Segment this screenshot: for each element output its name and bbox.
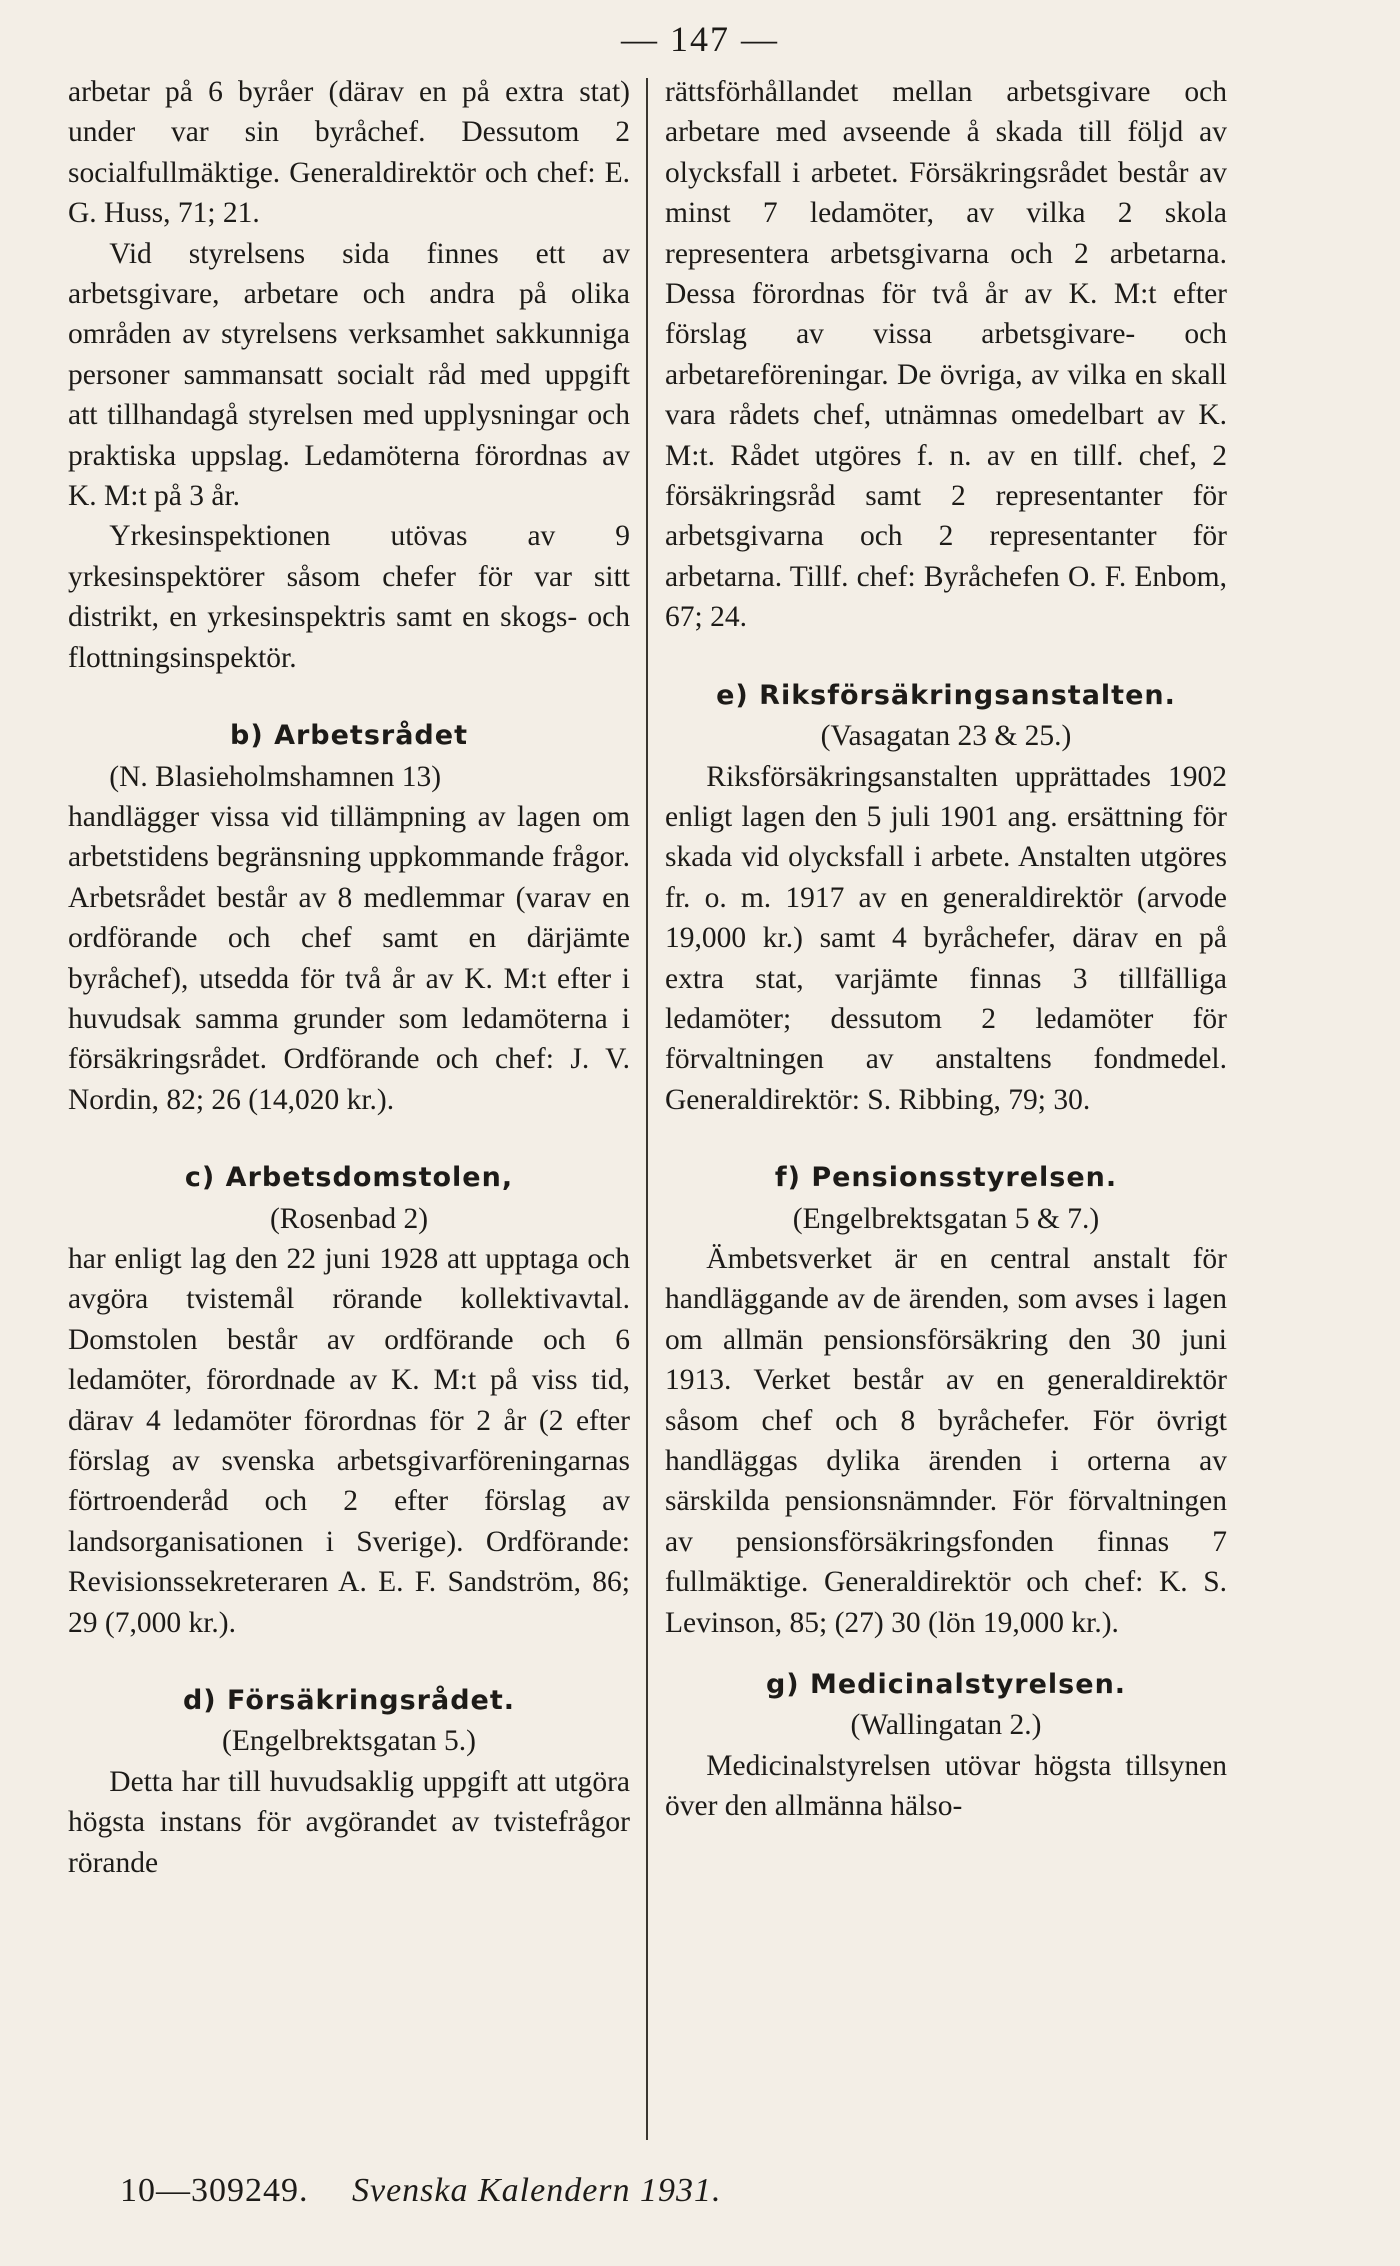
- left-column: [68, 72, 630, 1883]
- social-rad-paragraph: Vid styrelsens sida finnes ett av arbetsgivare, arbetare och andra på olika områden av styrelsens verksamhet sakkunniga personer sammansatt socialt råd med uppgift att tillhandagå styrelsen med upplysningar och praktiska uppslag. Ledamöterna förordnas av K. M:t på 3 år.: [68, 237, 630, 513]
- arbetsradet-address: (N. Blasieholmshamnen 13): [109, 760, 442, 793]
- arbetsradet-paragraph: handlägger vissa vid tillämpning av lagen om arbetstidens begränsning uppkommande frågor. Arbetsrådet består av 8 medlemmar (varav en ordförande och chef samt en därjämte byråchef), utsedda för två år av K. M:t efter i huvudsak samma grunder som ledamöterna i försäkringsrådet. Ordförande och chef: J. V. Nordin, 82; 26 (14,020 kr.).: [68, 800, 630, 1116]
- yrkesinspektion-paragraph: Yrkesinspektionen utövas av 9 yrkesinspektörer såsom chefer för var sitt distrikt, en yrkesinspektris samt en skogs- och flottningsinspektör.: [68, 520, 630, 674]
- continuation-paragraph: rättsförhållandet mellan arbetsgivare och arbetare med avseende å skada till följd av olycksfall i arbetet. Försäkringsrådet består av minst 7 ledamöter, av vilka 2 skola representera arbetsgivarna och 2 arbetarna. Dessa förordnas för två år av K. M:t efter förslag av vissa arbetsgivare- och arbetareföreningar. De övriga, av vilka en skall vara rådets chef, utnämnas omedelbart av K. M:t. Rådet utgöres f. n. av en tillf. chef, 2 försäkringsråd samt 2 representanter för arbetsgivarna och 2 representanter för arbetarna. Tillf. chef: Byråchefen O. F. Enbom, 67; 24.: [665, 76, 1227, 634]
- medicinalstyrelsen-heading: g) Medicinalstyrelsen.: [765, 1669, 1127, 1701]
- forsakringsradet-address: (Engelbrektsgatan 5.): [222, 1725, 476, 1758]
- forsakringsradet-heading: d) Försäkringsrådet.: [182, 1685, 516, 1717]
- printer-signature: 10—309249.: [120, 2172, 309, 2209]
- intro-paragraph: arbetar på 6 byråer (därav en på extra stat) under var sin byråchef. Dessutom 2 socialfullmäktige. Generaldirektör och chef: E. G. Huss, 71; 21.: [68, 76, 630, 230]
- right-column: [665, 72, 1227, 1827]
- medicinalstyrelsen-address: (Wallingatan 2.): [850, 1709, 1042, 1742]
- arbetsdomstolen-paragraph: har enligt lag den 22 juni 1928 att upptaga och avgöra tvistemål rörande kollektivavtal. Domstolen består av ordförande och 6 ledamöter, förordnade av K. M:t på viss tid, därav 4 ledamöter förordnas för 2 år (2 efter förslag av svenska arbetsgivarföreningarnas förtroenderåd och 2 efter förslag av landsorganisationen i Sverige). Ordförande: Revisionssekreteraren A. E. F. Sandström, 86; 29 (7,000 kr.).: [68, 1242, 630, 1639]
- pensionsstyrelsen-paragraph: Ämbetsverket är en central anstalt för handläggande av de ärenden, som avses i lagen om allmän pensionsförsäkring den 30 juni 1913. Verket består av en generaldirektör såsom chef och 8 byråchefer. För övrigt handläggas dylika ärenden i orterna av särskilda pensionsnämnder. För förvaltningen av pensionsförsäkringsfonden finnas 7 fullmäktige. Generaldirektör och chef: K. S. Levinson, 85; (27) 30 (lön 19,000 kr.).: [665, 1242, 1227, 1639]
- column-divider: [646, 78, 648, 2140]
- medicinalstyrelsen-paragraph: Medicinalstyrelsen utövar högsta tillsynen över den allmänna hälso-: [665, 1749, 1227, 1823]
- pensionsstyrelsen-address: (Engelbrektsgatan 5 & 7.): [792, 1202, 1100, 1235]
- riksforsakringsanstalten-address: (Vasagatan 23 & 25.): [820, 720, 1072, 753]
- riksforsakringsanstalten-paragraph: Riksförsäkringsanstalten upprättades 1902 enligt lagen den 5 juli 1901 ang. ersättning för skada vid olycksfall i arbete. Anstalten utgöres fr. o. m. 1917 av en generaldirektör (arvode 19,000 kr.) samt 4 byråchefer, därav en på extra stat, varjämte finnas 3 tillfälliga ledamöter; dessutom 2 ledamöter för förvaltningen av anstaltens fondmedel. Generaldirektör: S. Ribbing, 79; 30.: [665, 760, 1227, 1116]
- page-number: — 147 —: [621, 19, 779, 59]
- pensionsstyrelsen-heading: f) Pensionsstyrelsen.: [774, 1162, 1118, 1194]
- riksforsakringsanstalten-heading: e) Riksförsäkringsanstalten.: [716, 679, 1176, 711]
- forsakringsradet-paragraph: Detta har till huvudsaklig uppgift att utgöra högsta instans för avgörandet av tvistefrågor rörande: [68, 1765, 630, 1879]
- arbetsdomstolen-heading: c) Arbetsdomstolen,: [184, 1162, 514, 1194]
- arbetsdomstolen-address: (Rosenbad 2): [269, 1202, 429, 1235]
- page-footer: [120, 2172, 1120, 2210]
- arbetsradet-heading: b) Arbetsrådet: [230, 720, 468, 752]
- publication-title: Svenska Kalendern 1931.: [352, 2172, 722, 2209]
